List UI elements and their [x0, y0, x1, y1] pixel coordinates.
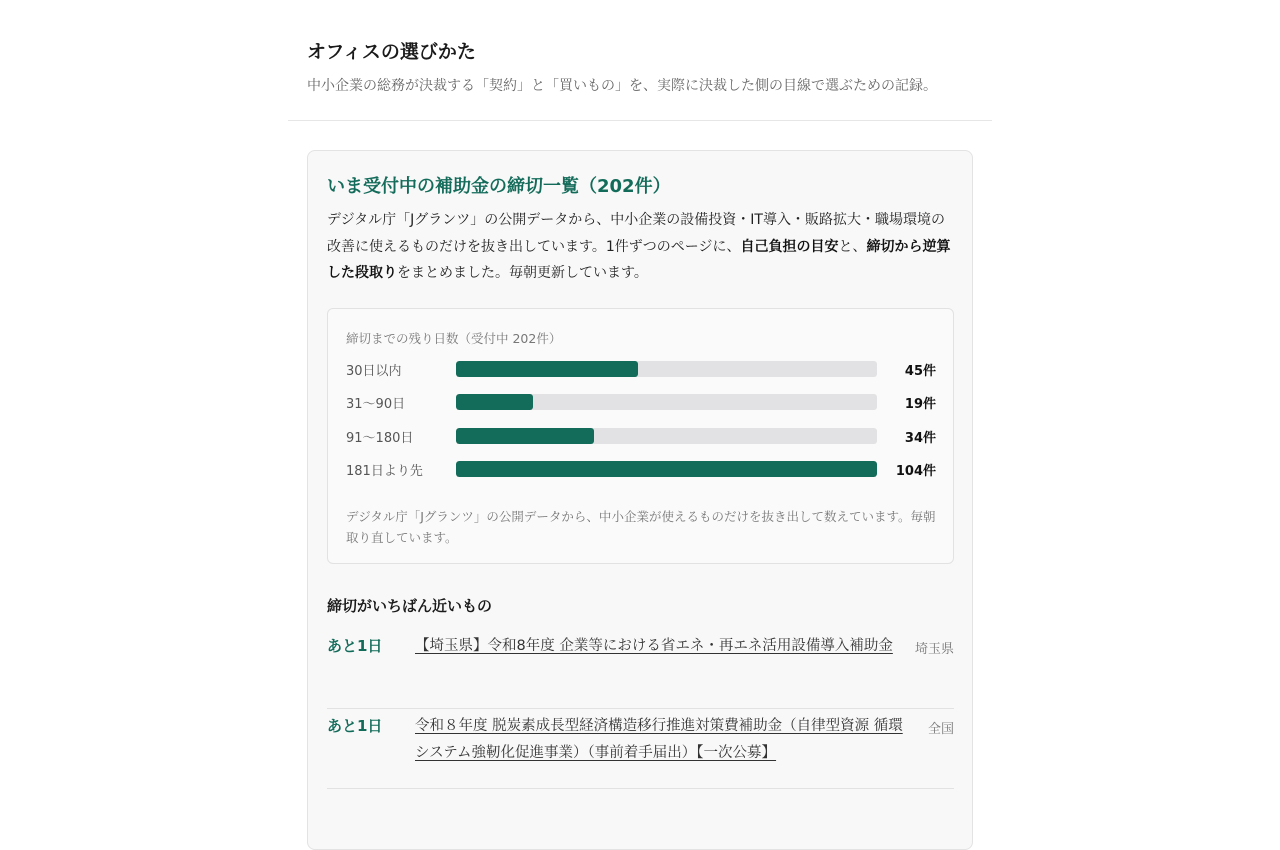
card-title: いま受付中の補助金の締切一覧（202件）: [327, 176, 671, 197]
stat-count: 34件: [904, 431, 936, 446]
stat-label: 30日以内: [346, 364, 402, 379]
stat-bar-fill: [456, 428, 594, 444]
intro-text-2: と、: [838, 238, 867, 255]
stat-row-within-30-days: [346, 359, 936, 379]
stat-count: 19件: [904, 397, 936, 412]
nearest-deadlines-list: [327, 629, 954, 789]
region-label: 全国: [927, 722, 954, 737]
intro-bold-schedule: 締切から逆算した段取り: [327, 238, 951, 281]
stat-label: 31〜90日: [346, 397, 406, 412]
stat-bar-track: [456, 361, 877, 377]
stat-row-over-181-days: [346, 459, 936, 479]
stats-note: デジタル庁「Jグランツ」の公開データから、中小企業が使えるものだけを抜き出して数えています。毎朝取り直しています。: [346, 509, 936, 545]
remaining-days-stats: [327, 308, 954, 564]
days-remaining: あと1日: [327, 717, 383, 735]
subsidy-link[interactable]: 令和８年度 脱炭素成長型経済構造移行推進対策費補助金（自律型資源 循環システム強靭化促進事業）（事前着手届出）【一次公募】: [415, 718, 903, 761]
stat-bar-fill: [456, 461, 877, 477]
stat-bar-track: [456, 428, 877, 444]
stat-bar-track: [456, 394, 877, 410]
card-intro: [327, 207, 955, 287]
intro-text-3: をまとめました。毎朝更新しています。: [397, 265, 648, 281]
stat-row-91-180-days: [346, 426, 936, 446]
intro-text-1: デジタル庁「Jグランツ」の公開データから、中小企業の設備投資・IT導入・販路拡大・職場環境の改善に使えるものだけを抜き出しています。1件ずつのページに、: [327, 212, 945, 255]
stat-bar-fill: [456, 361, 638, 377]
stat-label: 91〜180日: [346, 431, 414, 446]
list-item: [327, 709, 954, 789]
site-description: 中小企業の総務が決裁する「契約」と「買いもの」を、実際に決裁した側の目線で選ぶための記録。: [307, 78, 937, 94]
stat-count: 104件: [895, 464, 936, 479]
stats-caption: 締切までの残り日数（受付中 202件）: [346, 331, 562, 346]
subsidy-link[interactable]: 【埼玉県】令和8年度 企業等における省エネ・再エネ活用設備導入補助金: [415, 638, 893, 654]
subsidy-deadline-card: [307, 150, 973, 850]
region-label: 埼玉県: [914, 642, 954, 657]
stat-row-31-90-days: [346, 392, 936, 412]
site-header: [288, 0, 992, 121]
stat-bar-fill: [456, 394, 533, 410]
intro-bold-self-pay: 自己負担の目安: [740, 238, 839, 255]
site-title[interactable]: オフィスの選びかた: [307, 41, 476, 63]
list-item: [327, 629, 954, 709]
stat-count: 45件: [904, 364, 936, 379]
days-remaining: あと1日: [327, 637, 383, 655]
nearest-deadlines-heading: 締切がいちばん近いもの: [327, 597, 493, 615]
stat-label: 181日より先: [346, 464, 423, 479]
stat-bar-track: [456, 461, 877, 477]
